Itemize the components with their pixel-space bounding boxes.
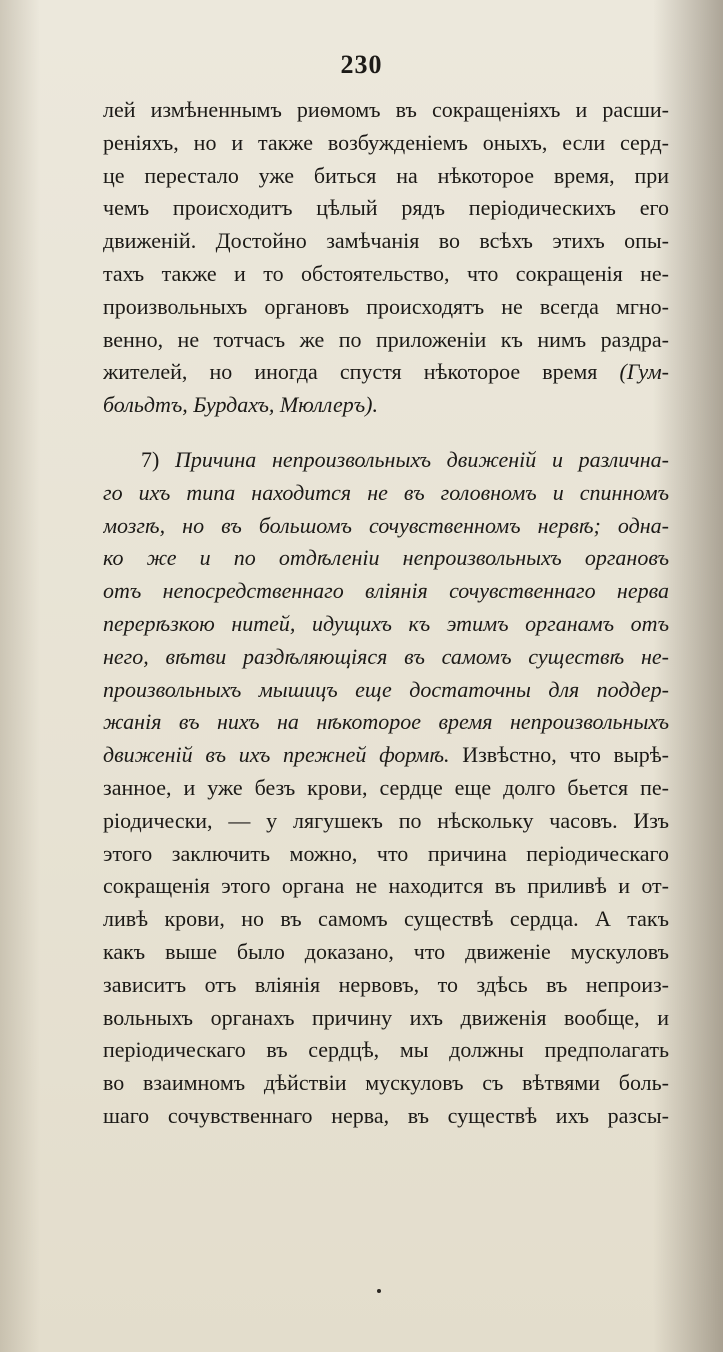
text-segment: реніяхъ, но и также возбужденіемъ оныхъ, если серд- (103, 129, 669, 155)
text-line (103, 870, 669, 903)
ink-speck (377, 1289, 381, 1293)
page-number: 230 (340, 50, 383, 79)
italic-text: мозгѣ, но въ большомъ сочувственномъ нервѣ; одна- (103, 512, 669, 538)
text-line (103, 674, 669, 707)
paragraph-gap (103, 422, 669, 444)
text-segment: 7) (141, 446, 175, 472)
text-line (103, 127, 669, 160)
italic-text: Причина непроизвольныхъ движеній и различна- (175, 446, 669, 472)
text-line (103, 706, 669, 739)
text-segment: ріодически, — у лягушекъ по нѣскольку часовъ. Изъ (103, 807, 669, 833)
text-line (103, 258, 669, 291)
text-segment: движеній. Достойно замѣчанія во всѣхъ этихъ опы- (103, 228, 669, 254)
text-segment: тахъ также и то обстоятельство, что сокращенія не- (103, 260, 669, 286)
text-segment: періодическаго въ сердцѣ, мы должны предполагать (103, 1037, 669, 1063)
italic-text: больдтъ, Бурдахъ, Мюллеръ). (103, 392, 378, 418)
italic-text: жанія въ нихъ на нѣкоторое время непроизвольныхъ (103, 709, 669, 735)
text-segment: во взаимномъ дѣйствіи мускуловъ съ вѣтвями боль- (103, 1070, 669, 1096)
text-line (103, 291, 669, 324)
text-segment: произвольныхъ органовъ происходятъ не всегда мгно- (103, 293, 669, 319)
text-segment: занное, и уже безъ крови, сердце еще долго бьется пе- (103, 774, 669, 800)
text-line (103, 838, 669, 871)
text-line (103, 389, 669, 422)
italic-text: го ихъ типа находится не въ головномъ и спинномъ (103, 479, 669, 505)
text-line (103, 1067, 669, 1100)
text-line (103, 739, 669, 772)
text-line (103, 477, 669, 510)
text-line (103, 1002, 669, 1035)
text-line (103, 225, 669, 258)
text-line (103, 192, 669, 225)
italic-text: него, вѣтви раздѣляющіяся въ самомъ существѣ не- (103, 643, 669, 669)
text-line (103, 160, 669, 193)
text-line (103, 94, 669, 127)
italic-text: перерѣзкою нитей, идущихъ къ этимъ органамъ отъ (103, 610, 669, 636)
text-segment: чемъ происходитъ цѣлый рядъ періодическихъ его (103, 195, 669, 221)
text-segment: ливѣ крови, но въ самомъ существѣ сердца. А такъ (103, 906, 669, 932)
text-line (103, 542, 669, 575)
text-line (103, 641, 669, 674)
italic-text: (Гум- (619, 359, 669, 385)
text-line (103, 324, 669, 357)
text-line (103, 444, 669, 477)
text-segment: зависитъ отъ вліянія нервовъ, то здѣсь въ непроиз- (103, 971, 669, 997)
text-line (103, 805, 669, 838)
text-line (103, 510, 669, 543)
text-segment: це перестало уже биться на нѣкоторое время, при (103, 162, 669, 188)
text-segment: этого заключить можно, что причина періодическаго (103, 840, 669, 866)
text-segment: жителей, но иногда спустя нѣкоторое время (103, 359, 620, 385)
text-line (103, 903, 669, 936)
text-segment: венно, не тотчасъ же по приложеніи къ нимъ раздра- (103, 326, 669, 352)
italic-text: движеній въ ихъ прежней формѣ. (103, 742, 463, 768)
italic-text: произвольныхъ мышицъ еще достаточны для поддер- (103, 676, 669, 702)
text-line (103, 1034, 669, 1067)
italic-text: отъ непосредственнаго вліянія сочувственнаго нерва (103, 578, 669, 604)
text-line (103, 772, 669, 805)
text-segment: Извѣстно, что вырѣ- (462, 742, 669, 768)
text-segment: сокращенія этого органа не находится въ приливѣ и от- (103, 873, 669, 899)
text-line (103, 608, 669, 641)
text-line (103, 936, 669, 969)
text-segment: вольныхъ органахъ причину ихъ движенія вообще, и (103, 1004, 669, 1030)
text-segment: лей измѣненнымъ риѳмомъ въ сокращеніяхъ и расши- (103, 97, 669, 122)
text-line (103, 356, 669, 389)
body-text (103, 94, 669, 1133)
text-line (103, 575, 669, 608)
text-segment: шаго сочувственнаго нерва, въ существѣ ихъ разсы- (103, 1102, 669, 1128)
italic-text: ко же и по отдѣленіи непроизвольныхъ органовъ (103, 545, 669, 571)
text-segment: какъ выше было доказано, что движеніе мускуловъ (103, 938, 669, 964)
text-line (103, 969, 669, 1002)
text-line (103, 1100, 669, 1133)
